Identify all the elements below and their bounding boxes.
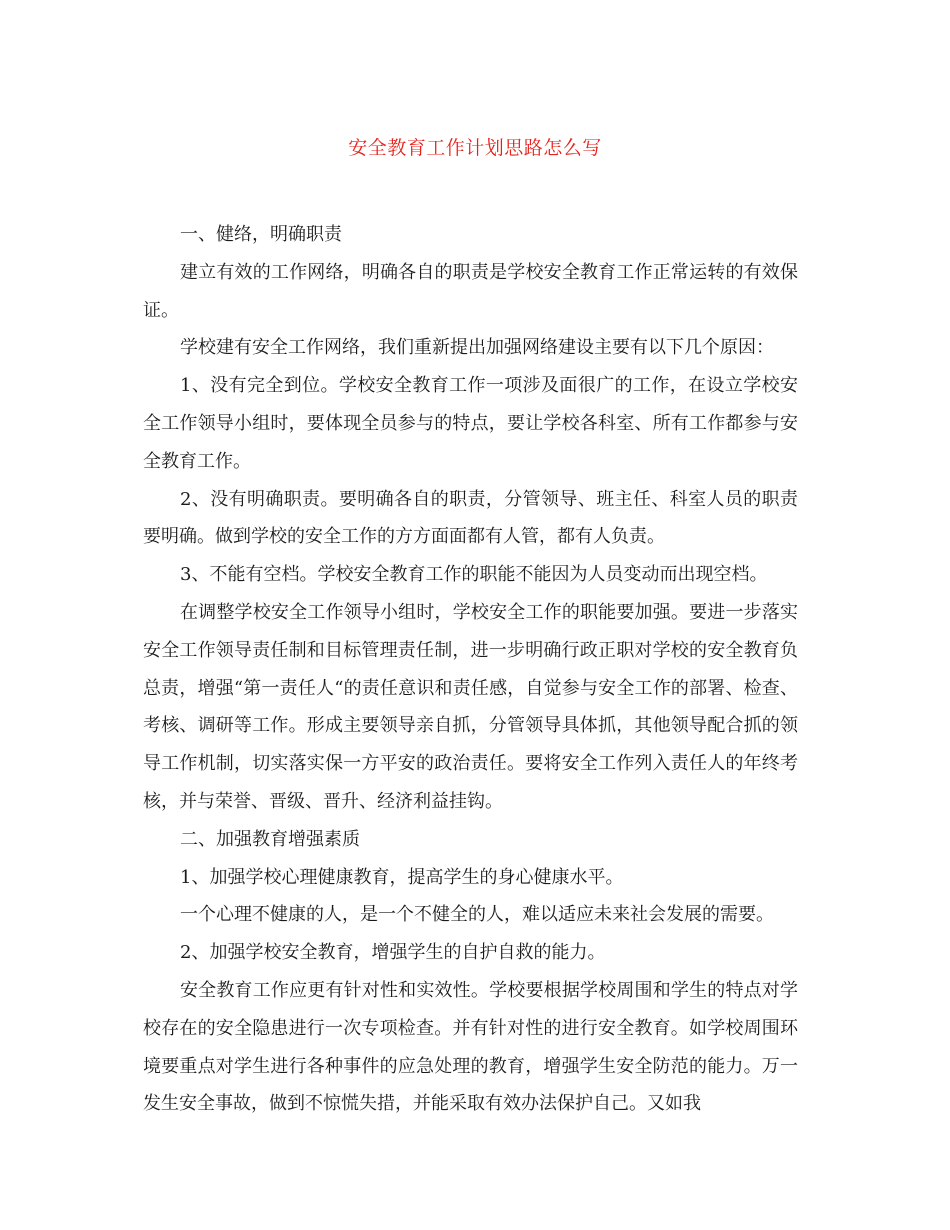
section-heading-1: 一、健络，明确职责	[180, 224, 342, 245]
section-heading-2: 二、加强教育增强素质	[180, 828, 360, 850]
paragraph: 在调整学校安全工作领导小组时，学校安全工作的职能要加强。要进一步落实安全工作领导责任制和目标管理责任制，进一步明确行政正职对学校的安全教育负总责，增强“第一责任人“的责任意识和责任感，自觉参与安全工作的部署、检查、考核、调研等工作。形成主要领导亲自抓，分管领导具体抓，其他领导配合抓的领导工作机制，切实落实保一方平安的政治责任。要将安全工作列入责任人的年终考核，并与荣誉、晋级、晋升、经济利益挂钩。	[143, 601, 798, 812]
list-item-3: 3、不能有空档。学校安全教育工作的职能不能因为人员变动而出现空档。	[180, 564, 768, 586]
list-item-1: 1、加强学校心理健康教育，提高学生的身心健康水平。	[180, 866, 624, 888]
list-item-2: 2、加强学校安全教育，增强学生的自护自救的能力。	[180, 942, 606, 964]
paragraph: 一个心理不健康的人，是一个不健全的人，难以适应未来社会发展的需要。	[180, 904, 774, 926]
document-body	[143, 216, 798, 1123]
list-item-1: 1、没有完全到位。学校安全教育工作一项涉及面很广的工作，在设立学校安全工作领导小组时，要体现全员参与的特点，要让学校各科室、所有工作都参与安全教育工作。	[143, 375, 798, 472]
document-title: 安全教育工作计划思路怎么写	[348, 137, 602, 159]
paragraph: 安全教育工作应更有针对性和实效性。学校要根据学校周围和学生的特点对学校存在的安全隐患进行一次专项检查。并有针对性的进行安全教育。如学校周围环境要重点对学生进行各种事件的应急处理的教育，增强学生安全防范的能力。万一发生安全事故，做到不惊慌失措，并能采取有效办法保护自己。又如我	[143, 979, 798, 1115]
paragraph: 学校建有安全工作网络，我们重新提出加强网络建设主要有以下几个原因：	[180, 337, 774, 359]
list-item-2: 2、没有明确职责。要明确各自的职责，分管领导、班主任、科室人员的职责要明确。做到学校的安全工作的方方面面都有人管，都有人负责。	[143, 488, 798, 548]
paragraph: 建立有效的工作网络，明确各自的职责是学校安全教育工作正常运转的有效保证。	[143, 261, 798, 321]
